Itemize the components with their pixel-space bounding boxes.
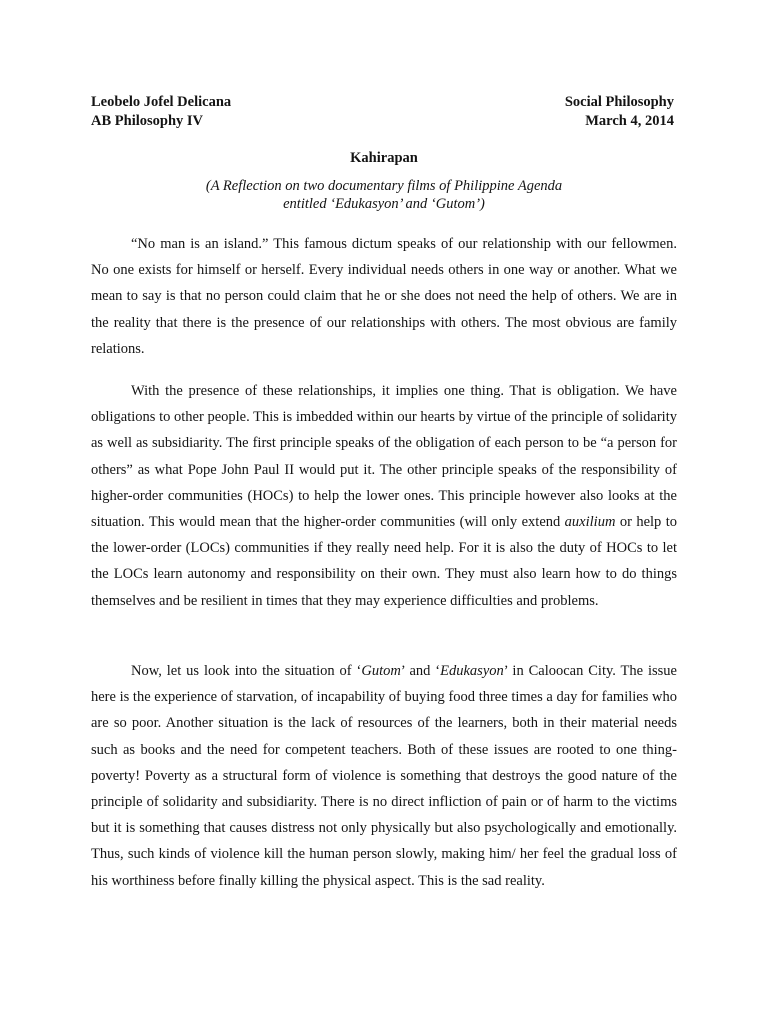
course-level: AB Philosophy IV <box>91 113 204 129</box>
paragraph-1 <box>91 231 677 362</box>
document-date: March 4, 2014 <box>585 113 674 129</box>
paragraph-2-part-b: or help to the lower-order (LOCs) communities if they really need help. For it is also the duty of HOCs to let the LOCs learn autonomy and responsibility on their own. They must also learn how to do things themselves and be resilient in times that they may experience difficulties and problems. <box>91 514 677 609</box>
paragraph-2-text <box>91 378 677 614</box>
paragraph-3-part-c: ’ in Caloocan City. The issue here is the experience of starvation, of incapability of buying food three times a day for families who are so poor. Another situation is the lack of resources of the learners, both in their material needs such as books and the need for competent teachers. Both of these issues are rooted to one thing- poverty! Poverty as a structural form of violence is something that destroys the good nature of the principle of solidarity and subsidiarity. There is no direct infliction of pain or of harm to the victims but it is something that causes distress not only physically but also psychologically and emotionally. Thus, such kinds of violence kill the human person slowly, making him/ her feel the gradual loss of his worthiness before finally killing the physical aspect. This is the sad reality. <box>91 663 677 889</box>
auxilium-term: auxilium <box>564 514 616 531</box>
paragraph-3-part-b: ’ and ‘ <box>400 663 441 679</box>
author-name: Leobelo Jofel Delicana <box>91 94 232 110</box>
gutom-title: Gutom <box>361 663 401 679</box>
subject-name: Social Philosophy <box>564 94 674 110</box>
paragraph-3-text <box>91 658 677 894</box>
edukasyon-title: Edukasyon <box>440 663 504 679</box>
paragraph-2 <box>91 378 677 614</box>
paragraph-2-part-a: With the presence of these relationships, it implies one thing. That is obligation. We have obligations to other people. This is imbedded within our hearts by virtue of the principle of solidarity as well as subsidiarity. The first principle speaks of the obligation of each person to be “a person for others” as what Pope John Paul II would put it. The other principle speaks of the responsibility of higher-order communities (HOCs) to help the lower ones. This principle however also looks at the situation. This would mean that the higher-order communities (will only extend <box>91 383 677 531</box>
paragraph-3 <box>91 658 677 894</box>
subtitle-line-2: entitled ‘Edukasyon’ and ‘Gutom’) <box>283 196 485 212</box>
paragraph-3-part-a: Now, let us look into the situation of ‘ <box>131 663 362 679</box>
paragraph-1-text: “No man is an island.” This famous dictum speaks of our relationship with our fellowmen. No one exists for himself or herself. Every individual needs others in one way or another. What we mean to say is that no person could claim that he or she does not need the help of others. We are in the reality that there is the presence of our relationships with others. The most obvious are family relations. <box>91 236 677 357</box>
subtitle-line-1: (A Reflection on two documentary films of Philippine Agenda <box>205 178 563 194</box>
document-title: Kahirapan <box>350 150 418 166</box>
